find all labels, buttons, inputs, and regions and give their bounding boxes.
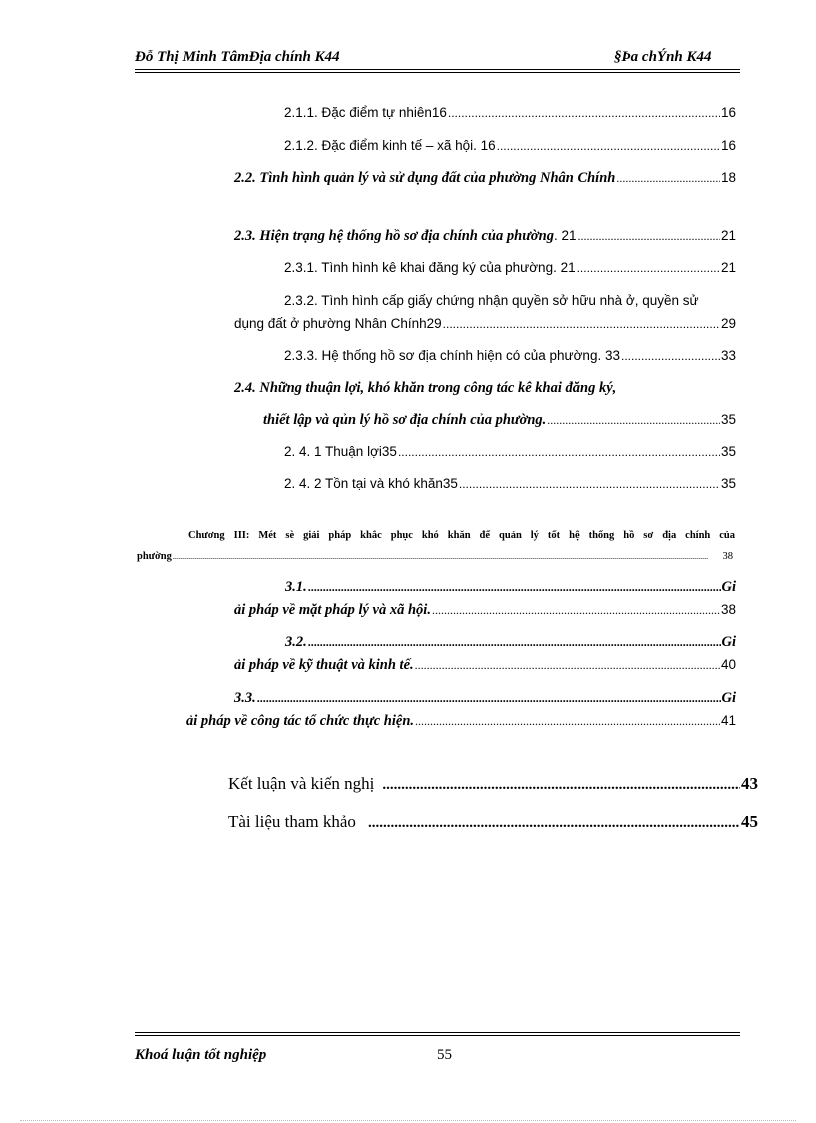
header-right-label: §Þa chÝnh K44 — [614, 49, 712, 65]
toc-entry-label: 2.3.3. Hệ thống hồ sơ địa chính hiện có của phường. 33 — [284, 348, 620, 363]
footer-rule-top — [135, 1032, 740, 1033]
toc-entry-2-3-3[interactable] — [284, 348, 736, 363]
toc-entry-number: 3.3. — [234, 690, 256, 706]
dot-leader — [173, 552, 708, 561]
toc-entry-number: 3.2. — [285, 634, 307, 650]
toc-entry-3-1-line1[interactable] — [285, 579, 736, 596]
dot-leader — [398, 445, 720, 459]
dot-leader — [415, 658, 720, 673]
toc-entry-label: Kết luận và kiến nghị — [228, 774, 375, 793]
dot-leader — [308, 635, 721, 650]
toc-entry-page: 35 — [720, 444, 736, 459]
toc-entry-page: 38 — [722, 551, 733, 562]
toc-entry-conclusion[interactable] — [228, 774, 758, 794]
toc-entry-number: 3.1. — [285, 579, 307, 595]
toc-entry-2-4-1[interactable] — [284, 444, 736, 459]
toc-entry-3-2[interactable] — [234, 657, 736, 674]
toc-entry-label: 2.1.2. Đặc điểm kinh tế – xã hội. 16 — [284, 138, 496, 153]
toc-entry-3-3-line1[interactable] — [234, 690, 736, 707]
toc-entry-page: 43 — [741, 774, 758, 793]
footer-thesis-label: Khoá luận tốt nghiệp — [135, 1047, 267, 1063]
header-author-title: Đỗ Thị Minh TâmĐịa chính K44 — [135, 49, 340, 65]
toc-entry-2-4[interactable] — [263, 412, 736, 429]
toc-entry-page: 16 — [720, 138, 736, 153]
toc-entry-page: 16 — [720, 105, 736, 120]
dot-leader — [308, 580, 721, 595]
dot-leader — [415, 714, 720, 729]
toc-entry-label: 2.1.1. Đặc điểm tự nhiên16 — [284, 105, 447, 120]
toc-entry-page: 38 — [720, 602, 736, 617]
toc-entry-2-2[interactable] — [234, 170, 736, 187]
toc-entry-label: 2.3.1. Tình hình kê khai đăng ký của phường. 21 — [284, 260, 576, 275]
toc-entry-tail: Gi — [721, 690, 736, 706]
toc-chapter-3[interactable] — [137, 551, 733, 562]
toc-entry-suffix: . 21 — [553, 228, 577, 243]
toc-entry-page: 21 — [720, 260, 736, 275]
toc-entry-label: 2. 4. 2 Tồn tại và khó khăn35 — [284, 476, 458, 491]
toc-entry-3-1[interactable] — [234, 602, 736, 619]
toc-entry-label: ải pháp về mặt pháp lý và xã hội. — [234, 602, 431, 618]
toc-entry-page: 35 — [720, 412, 736, 427]
toc-entry-2-3-2-line1[interactable]: 2.3.2. Tình hình cấp giấy chứng nhận quyền sở hữu nhà ở, quyền sử — [284, 293, 699, 308]
toc-entry-page: 29 — [720, 316, 736, 331]
toc-entry-page: 40 — [720, 657, 736, 672]
dot-leader — [368, 815, 740, 832]
toc-entry-label: ải pháp về kỹ thuật và kinh tế. — [234, 657, 414, 673]
dot-leader — [382, 777, 740, 794]
toc-entry-3-3[interactable] — [186, 713, 736, 730]
toc-entry-page: 33 — [720, 348, 736, 363]
dot-leader — [547, 413, 720, 428]
toc-entry-label: 2. 4. 1 Thuận lợi35 — [284, 444, 397, 459]
header-rule-bottom — [135, 72, 740, 73]
toc-entry-page: 41 — [720, 713, 736, 728]
dot-leader — [448, 106, 720, 120]
toc-entry-label: thiết lập và qủn lý hồ sơ địa chính của phường. — [263, 412, 547, 428]
toc-entry-3-2-line1[interactable] — [285, 634, 736, 651]
toc-entry-label: ải pháp về công tác tổ chức thực hiện. — [186, 713, 415, 729]
dot-leader — [432, 603, 720, 618]
toc-entry-2-4-line1[interactable]: 2.4. Những thuận lợi, khó khăn trong công tác kê khai đăng ký, — [234, 380, 617, 396]
dot-leader — [257, 691, 721, 706]
header-rule-top — [135, 69, 740, 70]
toc-entry-page: 18 — [720, 170, 736, 185]
dot-leader — [616, 171, 720, 186]
dot-leader — [443, 317, 720, 331]
toc-entry-2-1-1[interactable] — [284, 105, 736, 120]
toc-entry-tail: Gi — [721, 579, 736, 595]
toc-entry-label: dụng đất ở phường Nhân Chính29 — [234, 316, 442, 331]
toc-entry-label: 2.3. Hiện trạng hệ thống hồ sơ địa chính của phường — [234, 228, 554, 244]
footer-page-number: 55 — [437, 1047, 452, 1063]
dot-leader — [497, 139, 720, 153]
toc-entry-2-3-2[interactable] — [234, 316, 736, 331]
toc-entry-page: 21 — [720, 228, 736, 243]
toc-entry-label: 2.2. Tình hình quản lý và sử dụng đất của phường Nhân Chính — [234, 170, 616, 186]
toc-chapter-3-line1[interactable]: Chương III: Mét sè giải pháp khắc phục khó khăn để quản lý tốt hệ thống hồ sơ địa chính của — [188, 530, 735, 541]
toc-entry-2-3[interactable] — [234, 228, 736, 245]
toc-entry-page: 45 — [741, 812, 758, 831]
toc-entry-2-4-2[interactable] — [284, 476, 736, 491]
dot-leader — [621, 349, 720, 363]
toc-entry-tail: Gi — [721, 634, 736, 650]
toc-entry-label: Tài liệu tham khảo — [228, 812, 356, 831]
toc-entry-2-3-1[interactable] — [284, 260, 736, 275]
toc-entry-2-1-2[interactable] — [284, 138, 736, 153]
dot-leader — [577, 261, 720, 275]
dot-leader — [578, 229, 720, 244]
toc-entry-references[interactable] — [228, 812, 758, 832]
page-bottom-border — [20, 1120, 796, 1121]
toc-entry-label: phường — [137, 551, 172, 562]
toc-entry-page: 35 — [720, 476, 736, 491]
footer-rule-bottom — [135, 1035, 740, 1036]
dot-leader — [459, 477, 720, 491]
